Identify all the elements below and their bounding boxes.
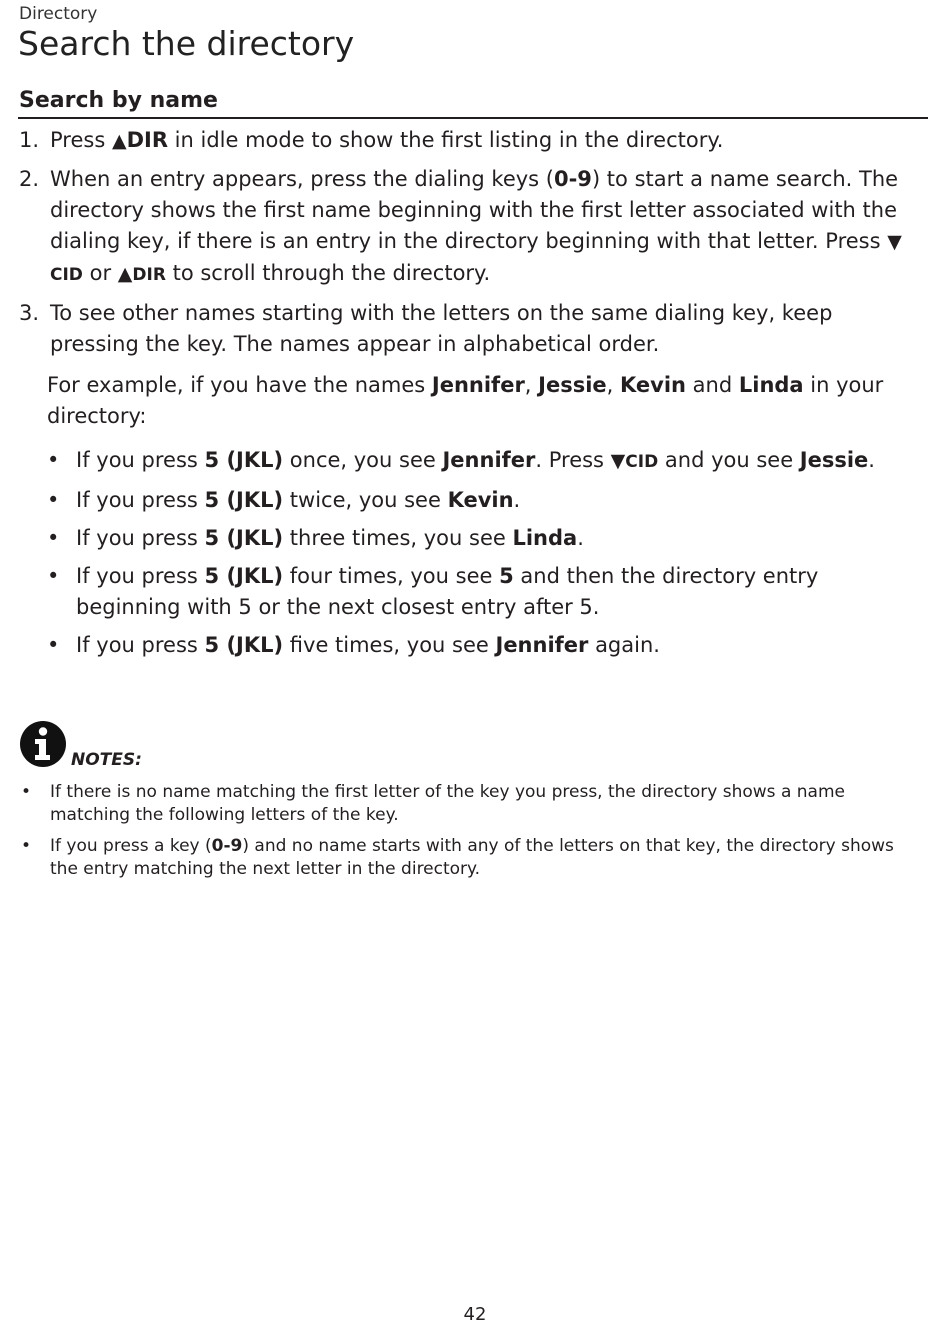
key-5-jkl: 5 (JKL)	[204, 633, 284, 657]
name-jessie: Jessie	[538, 373, 607, 397]
cid-key-label: CID	[625, 452, 659, 472]
note-item: • If there is no name matching the first letter of the key you press, the directory shows a name matching the following letters of the key.	[21, 782, 845, 825]
key-5-jkl: 5 (JKL)	[204, 448, 284, 472]
info-icon	[19, 720, 67, 768]
page-title: Search the directory	[18, 24, 355, 63]
name-jennifer: Jennifer	[442, 448, 536, 472]
bullet-dot: •	[21, 782, 32, 802]
bullet-item: • If you press 5 (JKL) four times, you see 5 and then the directory entry beginning with 5 or the next closest entry after 5.	[47, 561, 917, 623]
steps-list	[19, 125, 924, 367]
subheading: Search by name	[19, 88, 218, 113]
up-arrow-icon: ▲	[111, 130, 127, 152]
digit-5: 5	[499, 564, 514, 588]
step-3: 3. To see other names starting with the letters on the same dialing key, keep pressing the key. The names appear in alphabetical order.	[19, 298, 924, 360]
step-2: 2. When an entry appears, press the dialing keys (0-9) to start a name search. The directory shows the first name beginning with the first letter associated with the dialing key, if there is an entry in the directory beginning with that letter. Press ▼CID or ▲DIR to scroll through the directory.	[19, 164, 924, 291]
step-number: 1.	[19, 128, 40, 152]
dir-key-label: DIR	[132, 265, 166, 285]
name-jennifer: Jennifer	[431, 373, 525, 397]
step-number: 3.	[19, 301, 40, 325]
name-linda: Linda	[738, 373, 804, 397]
name-kevin: Kevin	[447, 488, 514, 512]
bullet-dot: •	[47, 526, 60, 550]
page-number: 42	[463, 1304, 487, 1325]
down-arrow-icon: ▼	[610, 450, 626, 472]
example-bullets	[47, 445, 917, 668]
key-5-jkl: 5 (JKL)	[204, 488, 284, 512]
bullet-dot: •	[47, 488, 60, 512]
section-label: Directory	[19, 4, 98, 24]
bullet-dot: •	[47, 448, 60, 472]
bullet-dot: •	[47, 633, 60, 657]
example-paragraph: For example, if you have the names Jennifer, Jessie, Kevin and Linda in your directory:	[47, 373, 884, 428]
name-kevin: Kevin	[620, 373, 686, 397]
name-jennifer: Jennifer	[495, 633, 589, 657]
note-item: • If you press a key (0-9) and no name starts with any of the letters on that key, the directory shows the entry matching the next letter in the directory.	[21, 836, 894, 879]
notes-list	[19, 781, 899, 889]
key-5-jkl: 5 (JKL)	[204, 526, 284, 550]
cid-key-label: CID	[50, 265, 83, 285]
up-arrow-icon: ▲	[117, 263, 133, 285]
step-1: 1. Press ▲DIR in idle mode to show the first listing in the directory.	[19, 125, 924, 157]
bullet-item: • If you press 5 (JKL) three times, you see Linda.	[47, 523, 917, 554]
bullet-item: • If you press 5 (JKL) once, you see Jennifer. Press ▼CID and you see Jessie.	[47, 445, 917, 478]
bullet-dot: •	[47, 564, 60, 588]
dir-key-label: DIR	[126, 128, 168, 152]
step-number: 2.	[19, 167, 40, 191]
bullet-dot: •	[21, 836, 32, 856]
notes-label: NOTES:	[71, 750, 142, 770]
down-arrow-icon: ▼	[887, 231, 902, 253]
name-linda: Linda	[512, 526, 578, 550]
bullet-item: • If you press 5 (JKL) twice, you see Kevin.	[47, 485, 917, 516]
key-5-jkl: 5 (JKL)	[204, 564, 284, 588]
heading-rule	[18, 117, 928, 119]
bullet-item: • If you press 5 (JKL) five times, you see Jennifer again.	[47, 630, 917, 661]
dialing-keys-range: 0-9	[211, 836, 243, 856]
dialing-keys-range: 0-9	[553, 167, 592, 191]
name-jessie: Jessie	[799, 448, 869, 472]
